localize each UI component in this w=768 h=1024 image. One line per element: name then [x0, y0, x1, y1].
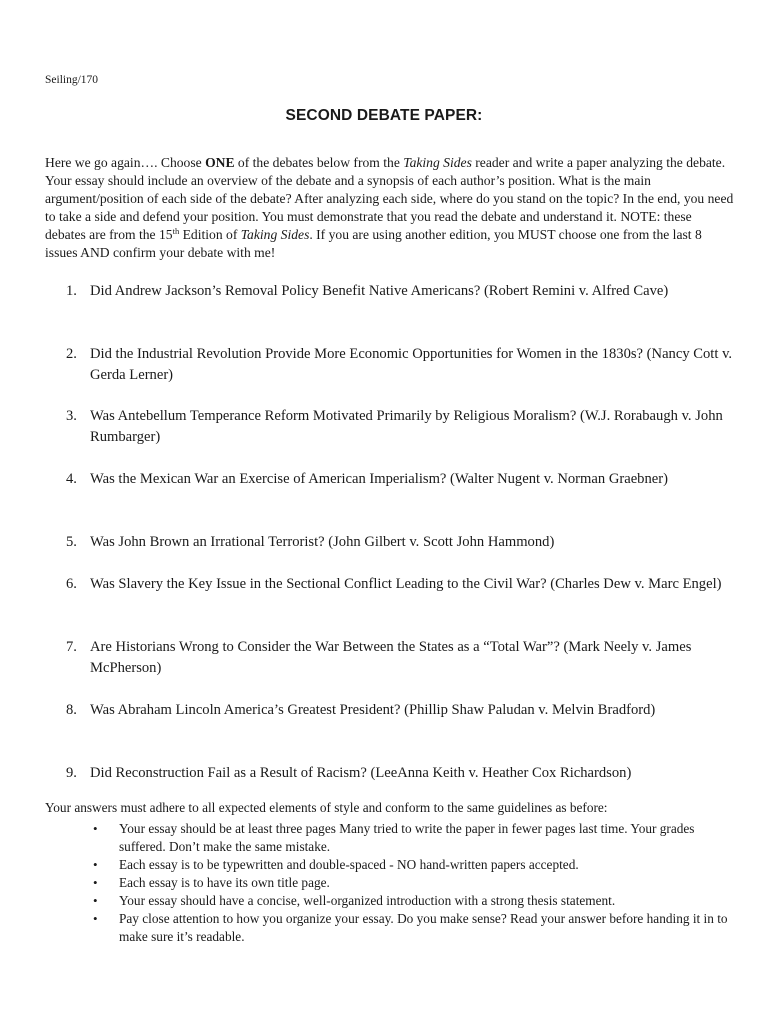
- debate-text: Was the Mexican War an Exercise of American Imperialism? (Walter Nugent v. Norman Graebner): [90, 471, 668, 487]
- requirements-list: [93, 820, 733, 946]
- debate-item: [66, 700, 746, 721]
- debate-text: Are Historians Wrong to Consider the War Between the States as a “Total War”? (Mark Neely v. James McPherson): [90, 639, 692, 676]
- debate-number: 5.: [66, 534, 77, 550]
- debate-number: 2.: [66, 346, 77, 362]
- book-title: Taking Sides: [403, 155, 472, 170]
- edition-superscript: th: [172, 226, 180, 236]
- debate-number: 7.: [66, 639, 77, 655]
- debate-item: [66, 344, 746, 386]
- debate-text: Was Abraham Lincoln America’s Greatest President? (Phillip Shaw Paludan v. Melvin Bradford): [90, 702, 656, 718]
- debate-text: Did Reconstruction Fail as a Result of Racism? (LeeAnna Keith v. Heather Cox Richardson): [90, 765, 632, 781]
- debate-item: [66, 469, 746, 490]
- list-item: [93, 820, 733, 856]
- intro-paragraph: [45, 154, 735, 262]
- intro-text-2: of the debates below from the: [234, 155, 404, 170]
- requirement-text: Your essay should be at least three pages Many tried to write the paper in fewer pages last time. Your grades suffered. Don’t make the same mistake.: [119, 821, 695, 854]
- requirement-text: Each essay is to be typewritten and double-spaced - NO hand-written papers accepted.: [119, 857, 579, 872]
- requirement-text: Pay close attention to how you organize your essay. Do you make sense? Read your answer before handing it in to make sure it’s readable.: [119, 911, 728, 944]
- book-title: Taking Sides: [240, 227, 310, 242]
- debate-item: [66, 574, 746, 595]
- debate-text: Was John Brown an Irrational Terrorist? (John Gilbert v. Scott John Hammond): [90, 534, 555, 550]
- debate-number: 9.: [66, 765, 77, 781]
- intro-text-3: reader and write a paper analyzing the debate. Your essay should include an overview of the debate and a synopsis of each author’s position. What is the main argument/position of each side of the debate? After analyzing each side, where do you stand on the topic? In the end, you need to take a side and defend your position. You must demonstrate that you read the debate and understand it. NOTE: these debates are from the 15: [45, 155, 734, 242]
- intro-text-5: . If you are using another edition, you MUST choose one from the last 8 issues AND confirm your debate with me!: [45, 227, 702, 260]
- bullet-icon: •: [93, 893, 98, 908]
- debate-number: 1.: [66, 283, 77, 299]
- debate-text: Was Antebellum Temperance Reform Motivated Primarily by Religious Moralism? (W.J. Rorabaugh v. John Rumbarger): [90, 408, 723, 445]
- debate-number: 4.: [66, 471, 77, 487]
- course-id: Seiling/170: [45, 74, 99, 86]
- debate-text: Was Slavery the Key Issue in the Sectional Conflict Leading to the Civil War? (Charles Dew v. Marc Engel): [90, 576, 722, 592]
- debate-item: [66, 637, 746, 679]
- requirements-intro: Your answers must adhere to all expected elements of style and conform to the same guidelines as before:: [45, 800, 608, 815]
- debate-item: [66, 406, 746, 448]
- debate-text: Did the Industrial Revolution Provide More Economic Opportunities for Women in the 1830s? (Nancy Cott v. Gerda Lerner): [90, 346, 733, 383]
- debate-item: [66, 763, 746, 784]
- list-item: [93, 874, 733, 892]
- debate-item: [66, 281, 746, 302]
- list-item: [93, 856, 733, 874]
- bullet-icon: •: [93, 875, 98, 890]
- debate-number: 3.: [66, 408, 77, 424]
- list-item: [93, 910, 733, 946]
- bullet-icon: •: [93, 911, 98, 926]
- intro-text-1: Here we go again…. Choose: [45, 155, 206, 170]
- debate-text: Did Andrew Jackson’s Removal Policy Benefit Native Americans? (Robert Remini v. Alfred Cave): [90, 283, 669, 299]
- requirement-text: Each essay is to have its own title page.: [119, 875, 330, 890]
- requirement-text: Your essay should have a concise, well-organized introduction with a strong thesis statement.: [119, 893, 616, 908]
- page-title: SECOND DEBATE PAPER:: [285, 107, 483, 124]
- debate-number: 6.: [66, 576, 77, 592]
- intro-text-4: Edition of: [179, 227, 241, 242]
- debate-item: [66, 532, 746, 553]
- list-item: [93, 892, 733, 910]
- bullet-icon: •: [93, 821, 98, 836]
- bullet-icon: •: [93, 857, 98, 872]
- intro-emphasis-one: ONE: [205, 155, 235, 170]
- debate-number: 8.: [66, 702, 77, 718]
